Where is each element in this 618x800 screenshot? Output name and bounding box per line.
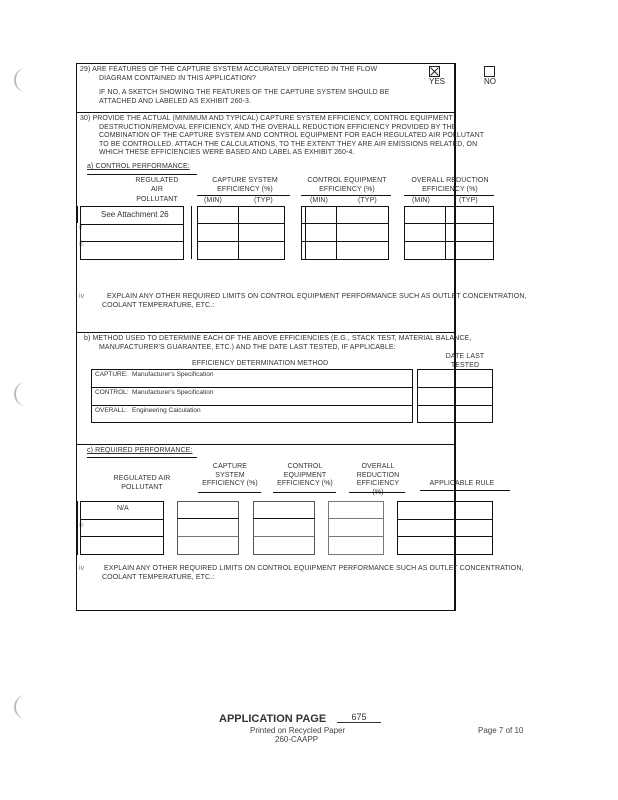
c-header-rule: APPLICABLE RULE <box>429 480 495 487</box>
c-control-table[interactable] <box>253 501 315 555</box>
a-overall-typ-header: (TYP) <box>459 197 478 204</box>
b-line2: MANUFACTURER'S GUARANTEE, ETC.) AND THE DATE LAST TESTED, IF APPLICABLE: <box>99 344 396 351</box>
q30-line5: WHICH THESE EFFICIENCIES WERE BASED AND LABEL AS EXHIBIT 260-4. <box>99 149 355 156</box>
header-line: CAPTURE SYSTEM <box>212 177 278 184</box>
question-30-section-a <box>77 112 527 333</box>
header-line: DATE LAST <box>445 353 485 360</box>
b-method-header: EFFICIENCY DETERMINATION METHOD <box>192 360 329 367</box>
row-marker: iii <box>79 522 84 529</box>
header-line: (%) <box>372 488 384 496</box>
a-capture-table[interactable] <box>197 206 285 260</box>
c-header-capture <box>195 463 265 489</box>
q30-line1: 30) PROVIDE THE ACTUAL (MINIMUM AND TYPICAL) CAPTURE SYSTEM EFFICIENCY, CONTROL EQUIPMENT <box>80 115 453 122</box>
q30-line3: COMBINATION OF THE CAPTURE SYSTEM AND CONTROL EQUIPMENT FOR EACH REGULATED AIR POLLUTANT <box>99 132 485 139</box>
b-line1: b) METHOD USED TO DETERMINE EACH OF THE ABOVE EFFICIENCIES (E.G., STACK TEST, MATERIAL BALANCE, <box>84 335 472 342</box>
table-row <box>92 406 412 424</box>
rule <box>238 206 239 260</box>
q30-line4: TO BE CONTROLLED. ATTACH THE CALCULATIONS, TO THE EXTENT THEY ARE AIR EMISSIONS RELATED, ON <box>99 140 478 148</box>
q29-text-line2: DIAGRAM CONTAINED IN THIS APPLICATION? <box>99 75 257 82</box>
rule <box>404 241 494 242</box>
a-control-table[interactable] <box>301 206 389 260</box>
header-line: EFFICIENCY (%) <box>217 185 273 193</box>
a-overall-table[interactable] <box>404 206 494 260</box>
a-header-control <box>300 177 394 194</box>
table-row <box>81 502 163 520</box>
a-iv-line1: EXPLAIN ANY OTHER REQUIRED LIMITS ON CONTROL EQUIPMENT PERFORMANCE SUCH AS OUTLET CONCENTRATION, <box>107 293 527 300</box>
punch-hole <box>14 382 32 406</box>
q29-note-line1: IF NO, A SKETCH SHOWING THE FEATURES OF THE CAPTURE SYSTEM SHOULD BE <box>99 89 390 96</box>
header-line: REGULATED <box>135 177 179 184</box>
c-pollutant-cell[interactable]: N/A <box>117 505 129 512</box>
header-line: REGULATED AIR <box>113 475 171 482</box>
application-page-number: 675 <box>337 712 381 723</box>
b-row-method[interactable]: Manufacturer's Specification <box>132 389 214 396</box>
section-c-heading: c) REQUIRED PERFORMANCE: <box>87 447 193 454</box>
table-row <box>81 520 163 538</box>
section-b <box>77 332 485 445</box>
question-29 <box>77 64 496 112</box>
punch-hole <box>14 68 32 92</box>
page-of-indicator: Page 7 of 10 <box>478 726 524 735</box>
no-option[interactable] <box>484 66 498 86</box>
punch-hole <box>14 695 32 719</box>
header-line: EFFICIENCY (%) <box>319 185 375 193</box>
header-line: POLLUTANT <box>136 196 178 203</box>
c-iv-line1: EXPLAIN ANY OTHER REQUIRED LIMITS ON CONTROL EQUIPMENT PERFORMANCE SUCH AS OUTLET CONCENTRATION, <box>104 565 524 572</box>
table-row <box>398 537 492 555</box>
a-capture-typ-header: (TYP) <box>254 197 273 204</box>
b-date-table <box>417 369 493 423</box>
c-pollutant-table <box>80 501 164 555</box>
header-line: EFFICIENCY (%) <box>277 480 333 487</box>
header-line: EFFICIENCY (%) <box>202 480 258 487</box>
rule <box>177 518 239 519</box>
rule <box>420 490 510 491</box>
b-row-label: OVERALL: <box>95 407 127 414</box>
row-marker: iii <box>79 241 84 248</box>
table-row <box>81 537 163 555</box>
header-line: TESTED <box>450 361 480 369</box>
a-header-overall <box>405 177 495 194</box>
rule <box>301 241 389 242</box>
q29-note-line2: ATTACHED AND LABELED AS EXHIBIT 260-3. <box>99 98 252 105</box>
table-row <box>418 370 492 388</box>
rule <box>305 206 306 260</box>
header-line: CAPTURE <box>212 463 248 470</box>
rule <box>445 206 446 260</box>
rule <box>253 536 315 537</box>
row-marker: iv <box>79 293 85 300</box>
c-overall-table[interactable] <box>328 501 384 555</box>
table-row <box>92 388 412 406</box>
form-code: 260-CAAPP <box>275 735 319 744</box>
application-page-label: APPLICATION PAGE <box>219 713 327 725</box>
b-row-method[interactable]: Manufacturer's Specification <box>132 371 214 378</box>
header-line: REDUCTION <box>356 471 400 479</box>
table-row <box>398 520 492 538</box>
table-row <box>92 370 412 388</box>
a-overall-min-header: (MIN) <box>412 197 430 204</box>
section-a-heading: a) CONTROL PERFORMANCE: <box>87 163 190 170</box>
heading-underline <box>87 457 197 458</box>
rule <box>197 223 285 224</box>
rule <box>197 241 285 242</box>
yes-label: YES <box>429 77 446 86</box>
header-line: POLLUTANT <box>121 483 163 491</box>
header-line: AIR <box>151 185 163 193</box>
table-row <box>81 207 183 225</box>
q30-line2: DESTRUCTION/REMOVAL EFFICIENCY, AND THE OVERALL REDUCTION EFFICIENCY PROVIDED BY THE <box>99 123 457 131</box>
a-control-typ-header: (TYP) <box>358 197 377 204</box>
header-line: SYSTEM <box>215 471 245 479</box>
header-line: EQUIPMENT <box>283 471 327 479</box>
rule <box>349 492 405 493</box>
rule <box>328 518 384 519</box>
rule <box>328 536 384 537</box>
table-row <box>81 242 183 260</box>
yes-option[interactable] <box>429 66 454 86</box>
table-row <box>81 225 183 243</box>
rule <box>77 206 78 223</box>
rule <box>273 492 336 493</box>
section-c <box>77 444 524 611</box>
header-line: OVERALL REDUCTION <box>411 177 489 184</box>
a-pollutant-cell[interactable]: See Attachment 26 <box>101 210 169 219</box>
rule <box>301 195 391 196</box>
rule <box>336 206 337 260</box>
rule <box>253 518 315 519</box>
header-line: EFFICIENCY (%) <box>422 185 478 193</box>
header-line: CONTROL EQUIPMENT <box>307 177 387 184</box>
q29-text-line1: 29) ARE FEATURES OF THE CAPTURE SYSTEM ACCURATELY DEPICTED IN THE FLOW <box>80 66 378 73</box>
recycled-paper-note: Printed on Recycled Paper <box>250 726 346 735</box>
rule <box>404 223 494 224</box>
form-frame <box>76 63 527 611</box>
yes-checkbox-checked-icon[interactable] <box>429 66 440 77</box>
table-row <box>398 502 492 520</box>
b-date-header <box>435 353 495 370</box>
rule <box>404 195 494 196</box>
b-row-label: CAPTURE: <box>95 371 128 378</box>
header-line: CONTROL <box>287 463 323 470</box>
a-header-pollutant <box>112 177 202 205</box>
heading-underline <box>87 174 197 175</box>
c-header-control <box>270 463 340 489</box>
b-method-table <box>91 369 413 423</box>
header-line: EFFICIENCY <box>356 480 400 487</box>
c-header-pollutant <box>97 475 187 492</box>
row-marker: iv <box>79 565 85 572</box>
b-row-method[interactable]: Engineering Calculation <box>132 407 201 414</box>
row-marker: ii <box>79 224 83 231</box>
c-rule-table <box>397 501 493 555</box>
rule <box>191 206 192 259</box>
a-iv-line2: COOLANT TEMPERATURE, ETC.: <box>102 302 215 309</box>
rule <box>77 501 78 555</box>
no-checkbox-icon[interactable] <box>484 66 495 77</box>
b-row-label: CONTROL: <box>95 389 129 396</box>
rule <box>177 536 239 537</box>
no-label: NO <box>484 77 496 86</box>
c-capture-table[interactable] <box>177 501 239 555</box>
table-row <box>418 406 492 424</box>
rule <box>197 195 290 196</box>
rule <box>198 492 261 493</box>
c-iv-line2: COOLANT TEMPERATURE, ETC.: <box>102 574 215 581</box>
table-row <box>418 388 492 406</box>
a-capture-min-header: (MIN) <box>204 197 222 204</box>
a-pollutant-table <box>80 206 184 260</box>
a-control-min-header: (MIN) <box>310 197 328 204</box>
header-line: OVERALL <box>361 463 395 470</box>
rule <box>301 223 389 224</box>
a-header-capture <box>199 177 291 194</box>
